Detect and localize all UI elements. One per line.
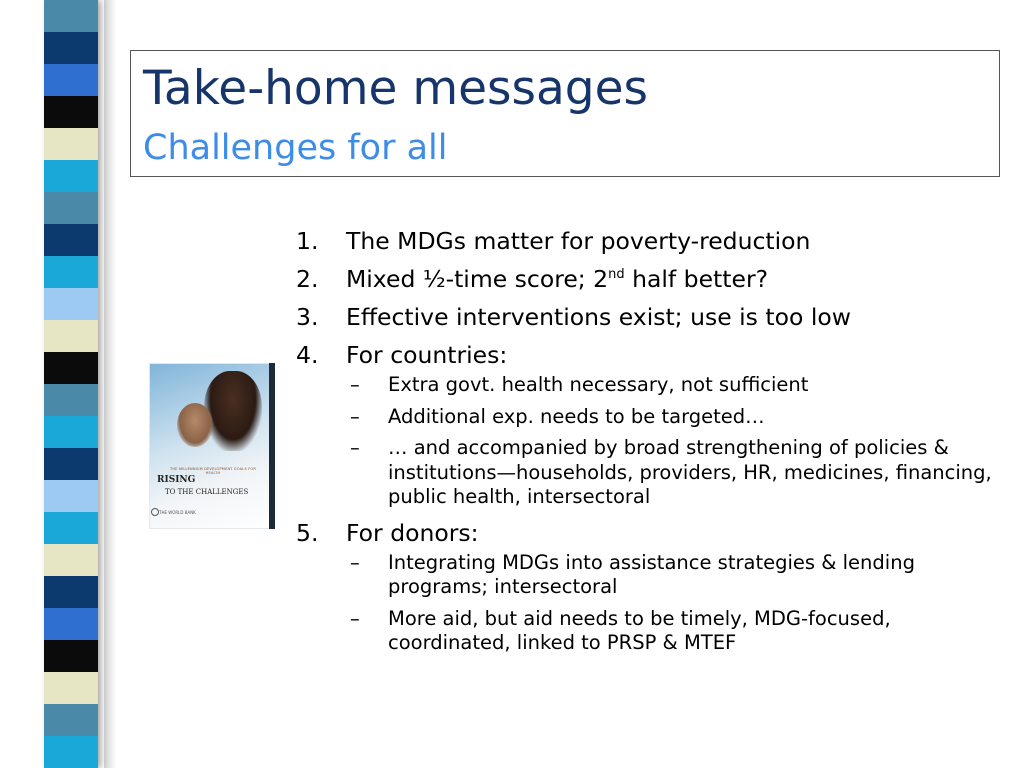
superscript: nd [608, 267, 625, 283]
sub-list [346, 373, 996, 510]
title-box [130, 50, 1000, 177]
list-number: 5. [296, 518, 319, 547]
dash-bullet: – [350, 404, 360, 428]
page-title: Take-home messages [143, 61, 649, 116]
dash-bullet: – [350, 436, 360, 459]
list-item-text: half better? [624, 265, 769, 293]
stripe-segment [44, 736, 98, 768]
list-number: 4. [296, 341, 319, 369]
list-item [296, 226, 996, 256]
stripe-segment [44, 640, 98, 672]
world-bank-logo-icon [151, 508, 159, 516]
sub-list-item [346, 405, 996, 430]
stripe-segment [44, 128, 98, 160]
cover-photo-woman [204, 371, 262, 451]
stripe-segment [44, 32, 98, 64]
stripe-segment [44, 256, 98, 288]
stripe-segment [44, 384, 98, 416]
dash-bullet: – [350, 606, 360, 630]
list-number: 3. [296, 303, 319, 331]
sub-list [346, 551, 996, 656]
sub-item-text: Additional exp. needs to be targeted… [388, 404, 765, 428]
cover-publisher: THE WORLD BANK [159, 510, 196, 515]
stripe-segment [44, 448, 98, 480]
list-item [296, 302, 996, 332]
list-item-text: For countries: [346, 341, 508, 369]
cover-photo-child [177, 403, 213, 447]
sub-list-item [346, 607, 996, 656]
stripe-segment [44, 64, 98, 96]
message-list [296, 226, 996, 664]
sub-item-text: Integrating MDGs into assistance strategies & lending programs; intersectoral [388, 550, 915, 598]
book-cover-image [149, 363, 275, 529]
stripe-segment [44, 544, 98, 576]
stripe-segment [44, 96, 98, 128]
stripe-segment [44, 480, 98, 512]
stripe-segment [44, 704, 98, 736]
dash-bullet: – [350, 550, 360, 574]
list-item [296, 340, 996, 510]
stripe-segment [44, 0, 98, 32]
list-item [296, 264, 996, 294]
cover-title-line2: TO THE CHALLENGES [165, 488, 249, 496]
cover-title-line1: RISING [157, 475, 196, 485]
border-shadow [104, 0, 116, 768]
stripe-segment [44, 288, 98, 320]
list-item-text: The MDGs matter for poverty-reduction [346, 227, 811, 255]
stripe-segment [44, 608, 98, 640]
sub-item-text: More aid, but aid needs to be timely, MDG-focused, coordinated, linked to PRSP & MTEF [388, 606, 891, 654]
stripe-segment [44, 352, 98, 384]
dash-bullet: – [350, 373, 360, 396]
stripe-segment [44, 192, 98, 224]
list-item [296, 518, 996, 656]
decorative-stripe-border [44, 0, 98, 768]
cover-spine [269, 363, 275, 529]
stripe-segment [44, 416, 98, 448]
page-subtitle: Challenges for all [143, 128, 448, 168]
stripe-segment [44, 576, 98, 608]
stripe-segment [44, 224, 98, 256]
list-number: 1. [296, 227, 319, 255]
stripe-segment [44, 320, 98, 352]
list-item-text: For donors: [346, 518, 479, 547]
list-item-text: Effective interventions exist; use is too low [346, 303, 851, 331]
cover-tagline: THE MILLENNIUM DEVELOPMENT GOALS FOR HEALTH [169, 467, 256, 475]
sub-item-text: Extra govt. health necessary, not sufficient [388, 373, 809, 396]
sub-list-item [346, 551, 996, 600]
stripe-segment [44, 672, 98, 704]
sub-list-item [346, 436, 996, 510]
stripe-segment [44, 160, 98, 192]
list-item-text: Mixed ½-time score; 2 [346, 265, 609, 293]
stripe-segment [44, 512, 98, 544]
sub-list-item [346, 373, 996, 398]
list-number: 2. [296, 265, 319, 293]
sub-item-text: … and accompanied by broad strengthening of policies & institutions—households, providers, HR, medicines, financing, public health, intersectoral [388, 436, 992, 508]
